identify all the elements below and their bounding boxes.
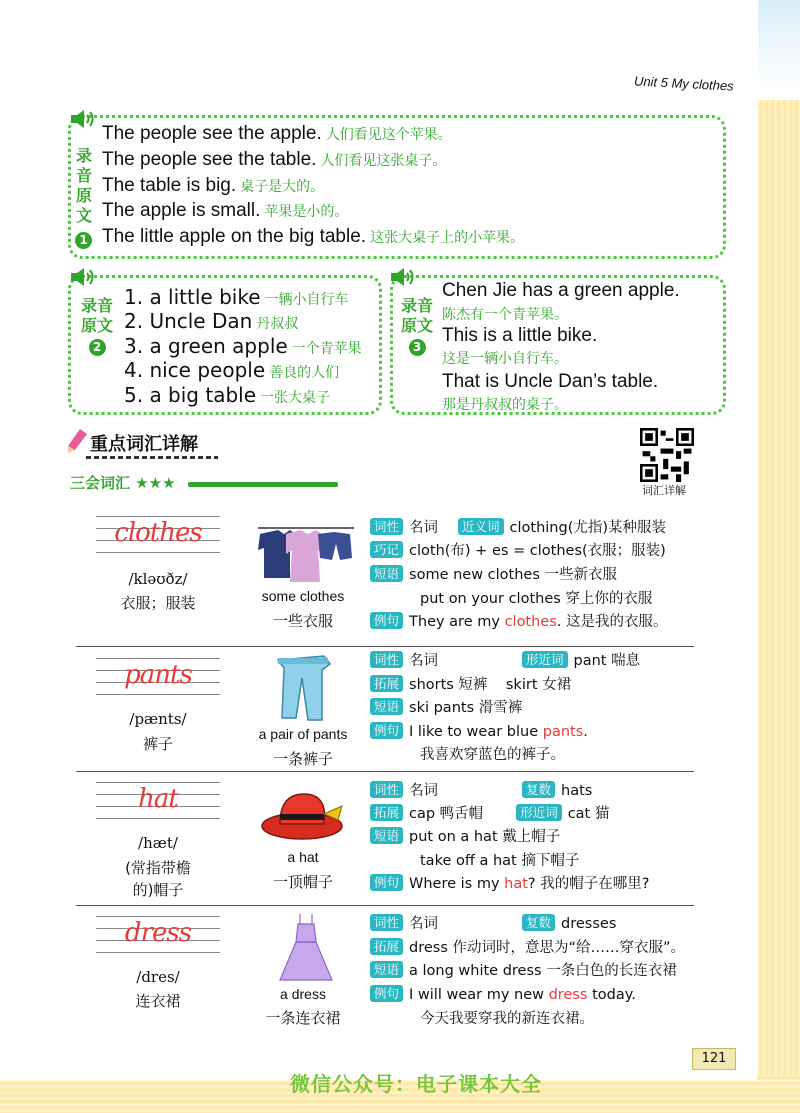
picture-caption-cn: 一顶帽子: [272, 873, 333, 891]
label-char: 原: [75, 186, 92, 205]
info-row: 拓展 cap 鸭舌帽 形近词 cat 猫: [370, 804, 609, 824]
info-row: 巧记 cloth(布) + es = clothes(衣服；服装): [370, 541, 666, 561]
info-row: 词性 名词 形近词 pant 喘息: [370, 651, 640, 671]
transcript-line: The table is big. 桌子是大的。: [102, 175, 325, 196]
phrase-line: 4. nice people 善良的人们: [124, 358, 340, 382]
sentence-cn: 陈杰有一个青苹果。: [442, 307, 568, 323]
headword: hat: [138, 784, 178, 814]
clothes-illustration: [256, 520, 356, 584]
info-row: 短语 some new clothes 一些新衣服: [370, 565, 617, 585]
dress-illustration: [278, 912, 334, 982]
track-number: 1: [75, 232, 92, 249]
watermark: 微信公众号：电子课本大全: [290, 1072, 542, 1096]
phrase-line: 3. a green apple 一个青苹果: [124, 334, 362, 358]
speaker-icon: [70, 266, 96, 288]
entry-divider: [76, 771, 694, 772]
phonetic: /hæt/: [138, 834, 178, 852]
example-row: 例句 They are my clothes. 这是我的衣服。: [370, 612, 668, 632]
transcript-line: The people see the apple. 人们看见这个苹果。: [102, 123, 452, 144]
hat-illustration: [258, 784, 350, 844]
picture-caption-en: a pair of pants: [258, 726, 348, 742]
entry-divider: [76, 646, 694, 647]
book-page-edge: [752, 100, 800, 1113]
word-meaning: 衣服；服装: [120, 594, 196, 612]
box1-label: [74, 146, 94, 226]
phrase-line: 1. a little bike 一辆小自行车: [124, 285, 349, 309]
info-row: 拓展 shorts 短裤 skirt 女裙: [370, 675, 571, 695]
label-line: 录音: [80, 296, 113, 315]
info-row: 拓展 dress 作动词时，意思为“给……穿衣服”。: [370, 938, 685, 958]
info-row: 今天我要穿我的新连衣裙。: [420, 1011, 594, 1027]
pants-illustration: [272, 654, 342, 722]
entry-divider: [76, 905, 694, 906]
info-row: take off a hat 摘下帽子: [420, 853, 580, 869]
phonetic: /kləʊðz/: [128, 570, 188, 588]
qr-caption: 词汇详解: [642, 484, 686, 497]
label-line: 原文: [400, 316, 433, 335]
info-row: 短语 put on a hat 戴上帽子: [370, 827, 560, 847]
sentence-en: This is a little bike.: [442, 325, 598, 346]
info-row: 词性 名词 近义词 clothing(尤指)某种服装: [370, 518, 666, 538]
picture-caption-en: some clothes: [261, 588, 345, 604]
info-row: put on your clothes 穿上你的衣服: [420, 591, 653, 607]
label-char: 文: [75, 206, 92, 225]
word-meaning: 裤子: [142, 735, 173, 753]
picture-caption-cn: 一条连衣裙: [265, 1009, 341, 1027]
label-char: 音: [75, 166, 92, 185]
sentence-cn: 那是丹叔叔的桌子。: [442, 397, 568, 413]
word-meaning: 的)帽子: [132, 881, 184, 899]
info-row: 我喜欢穿蓝色的裤子。: [420, 747, 565, 763]
word-meaning: 连衣裙: [135, 992, 181, 1010]
phonetic: /pænts/: [129, 710, 187, 728]
transcript-line: The people see the table. 人们看见这张桌子。: [102, 149, 447, 170]
example-row: 例句 I like to wear blue pants.: [370, 722, 588, 742]
word-meaning: (常指带檐: [125, 859, 191, 877]
label-line: 录音: [400, 296, 433, 315]
section-title: 重点词汇详解: [68, 430, 198, 456]
qr-code[interactable]: [640, 428, 694, 482]
label-char: 录: [75, 146, 92, 165]
info-row: 短语 ski pants 滑雪裤: [370, 698, 522, 718]
vocab-level-bar: [188, 482, 338, 487]
label-line: 原文: [80, 316, 113, 335]
picture-caption-cn: 一条裤子: [272, 750, 333, 768]
picture-caption-cn: 一些衣服: [272, 612, 333, 630]
info-row: 词性 名词 复数 hats: [370, 781, 592, 801]
headword: dress: [124, 918, 192, 948]
transcript-line: The little apple on the big table. 这张大桌子上的小苹果。: [102, 226, 525, 247]
sentence-cn: 这是一辆小自行车。: [442, 351, 568, 367]
headword: pants: [124, 660, 192, 690]
track-number: 2: [89, 339, 106, 356]
speaker-icon: [390, 266, 416, 288]
picture-caption-en: a dress: [280, 986, 326, 1002]
box3-label: [398, 296, 436, 356]
box2-label: [78, 296, 116, 356]
phrase-line: 2. Uncle Dan 丹叔叔: [124, 309, 299, 333]
unit-title: Unit 5 My clothes: [633, 73, 735, 94]
headword: clothes: [114, 518, 202, 548]
speaker-icon: [70, 108, 96, 130]
sentence-en: That is Uncle Dan’s table.: [442, 371, 659, 392]
example-row: 例句 Where is my hat? 我的帽子在哪里?: [370, 874, 649, 894]
phrase-line: 5. a big table 一张大桌子: [124, 383, 331, 407]
vocab-level-title: 三会词汇 ★★★: [70, 474, 176, 492]
track-badge: [75, 229, 92, 249]
phonetic: /dres/: [136, 968, 180, 986]
track-number: 3: [409, 339, 426, 356]
info-row: 短语 a long white dress 一条白色的长连衣裙: [370, 961, 677, 981]
info-row: 词性 名词 复数 dresses: [370, 914, 616, 934]
page-number: 121: [692, 1048, 736, 1070]
example-row: 例句 I will wear my new dress today.: [370, 985, 636, 1005]
sentence-en: Chen Jie has a green apple.: [442, 280, 680, 301]
transcript-line: The apple is small. 苹果是小的。: [102, 200, 349, 221]
picture-caption-en: a hat: [287, 849, 319, 865]
